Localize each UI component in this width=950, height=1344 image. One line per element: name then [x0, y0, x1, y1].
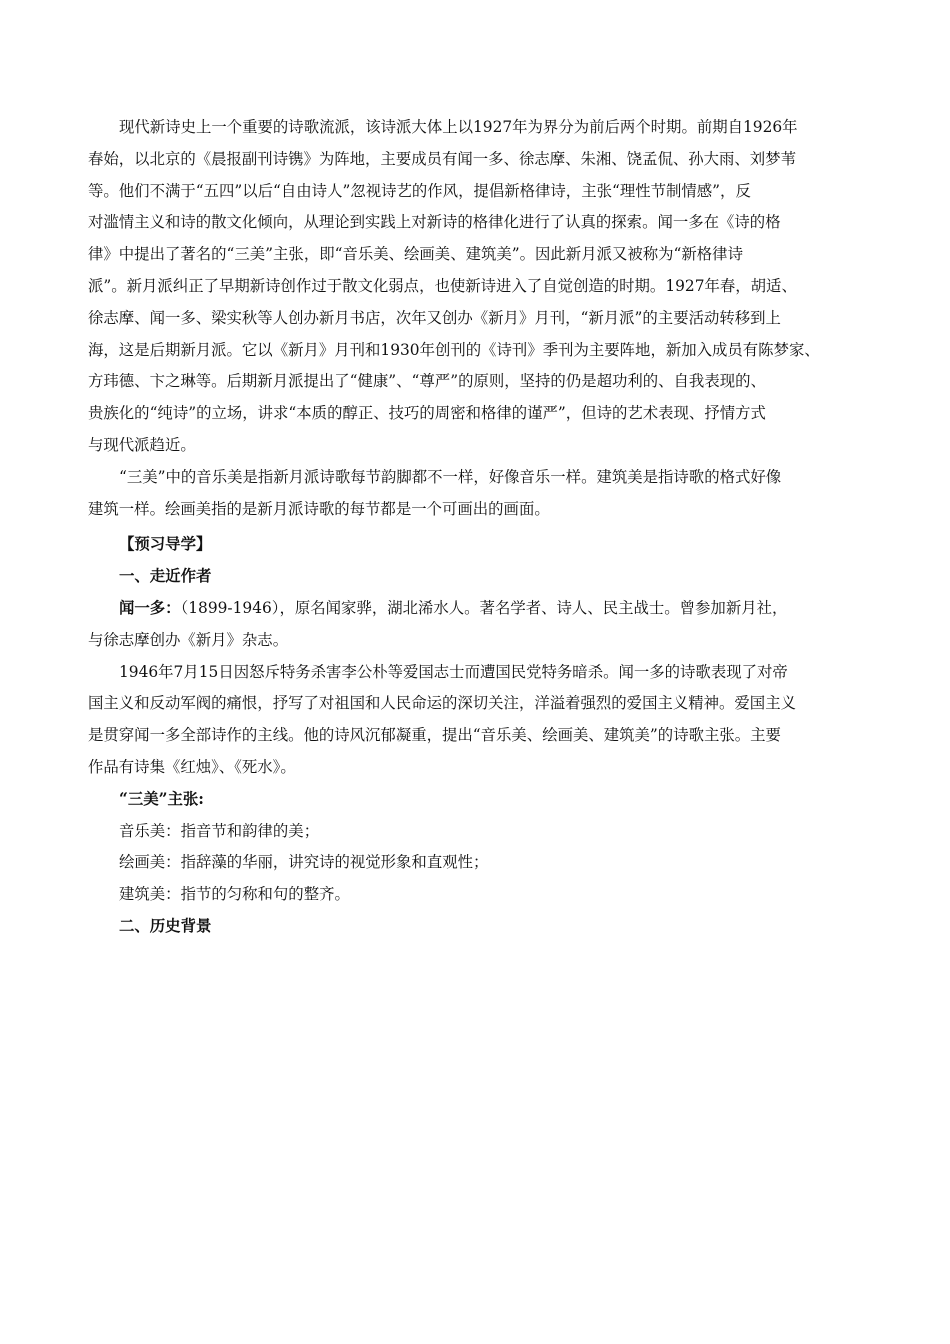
section-heading-author: 一、走近作者: [119, 567, 212, 586]
intro-line: 徐志摩、闻一多、梁实秋等人创办新月书店，次年又创办《新月》月刊，“新月派”的主要活动转移到上: [88, 308, 781, 327]
bio-line: 1946年7月15日因怒斥特务杀害李公朴等爱国志士而遭国民党特务暗杀。闻一多的诗歌表现了对帝: [119, 662, 788, 681]
intro-line: 现代新诗史上一个重要的诗歌流派，该诗派大体上以1927年为界分为前后两个时期。前期自1926年: [119, 118, 798, 136]
author-intro: （1899-1946），原名闻家骅，湖北浠水人。著名学者、诗人、民主战士。曾参加新月社，: [180, 598, 788, 617]
intro-line: 贵族化的“纯诗”的立场，讲求“本质的醇正、技巧的周密和格律的谨严”，但诗的艺术表现、抒情方式: [88, 404, 766, 423]
bio-paragraph: [88, 657, 874, 784]
bio-line: 国主义和反动军阀的痛恨，抒写了对祖国和人民命运的深切关注，洋溢着强烈的爱国主义精神。爱国主义: [88, 694, 796, 713]
author-name: 闻一多：: [119, 598, 181, 617]
three-beauties-heading: “三美”主张:: [119, 789, 204, 808]
document-content: [88, 112, 874, 943]
intro-line: 方玮德、卞之琳等。后期新月派提出了“健康”、“尊严”的原则，坚持的仍是超功利的、自我表现的、: [88, 372, 766, 391]
bio-line: 是贯穿闻一多全部诗作的主线。他的诗风沉郁凝重，提出“音乐美、绘画美、建筑美”的诗歌主张。主要: [88, 726, 781, 745]
intro-line: 派”。新月派纠正了早期新诗创作过于散文化弱点，也使新诗进入了自觉创造的时期。1927年春，胡适、: [88, 276, 797, 295]
intro-line: 对滥情主义和诗的散文化倾向，从理论到实践上对新诗的格律化进行了认真的探索。闻一多在《诗的格: [88, 213, 781, 232]
beauty-item: 绘画美：指辞藻的华丽，讲究诗的视觉形象和直观性；: [119, 853, 489, 872]
bio-line: 作品有诗集《红烛》、《死水》。: [88, 757, 296, 776]
intro-line: 律》中提出了著名的“三美”主张，即“音乐美、绘画美、建筑美”。因此新月派又被称为“新格律诗: [88, 245, 743, 264]
three-beauties-line: “三美”中的音乐美是指新月派诗歌每节韵脚都不一样，好像音乐一样。建筑美是指诗歌的格式好像: [119, 467, 782, 486]
beauty-item: 音乐美：指音节和韵律的美；: [119, 821, 320, 840]
intro-line: 海，这是后期新月派。它以《新月》月刊和1930年创刊的《诗刊》季刊为主要阵地，新加入成员有陈梦家、: [88, 340, 820, 359]
intro-paragraph: [88, 112, 874, 462]
intro-line: 与现代派趋近。: [88, 435, 196, 454]
beauty-item: 建筑美：指节的匀称和句的整齐。: [119, 885, 350, 904]
section-heading-preview: 【预习导学】: [119, 535, 212, 554]
intro-line: 春始，以北京的《晨报副刊诗镌》为阵地，主要成员有闻一多、徐志摩、朱湘、饶孟侃、孙大雨、刘梦苇: [88, 149, 796, 168]
section-heading-background: 二、历史背景: [119, 916, 212, 935]
author-line: 与徐志摩创办《新月》杂志。: [88, 630, 289, 649]
author-line: [88, 593, 874, 625]
author-paragraph: [88, 593, 874, 657]
three-beauties-paragraph: [88, 462, 874, 526]
three-beauties-line: 建筑一样。绘画美指的是新月派诗歌的每节都是一个可画出的画面。: [88, 499, 550, 518]
intro-line: 等。他们不满于“五四”以后“自由诗人”忽视诗艺的作风，提倡新格律诗，主张“理性节制情感”，反: [88, 181, 751, 200]
